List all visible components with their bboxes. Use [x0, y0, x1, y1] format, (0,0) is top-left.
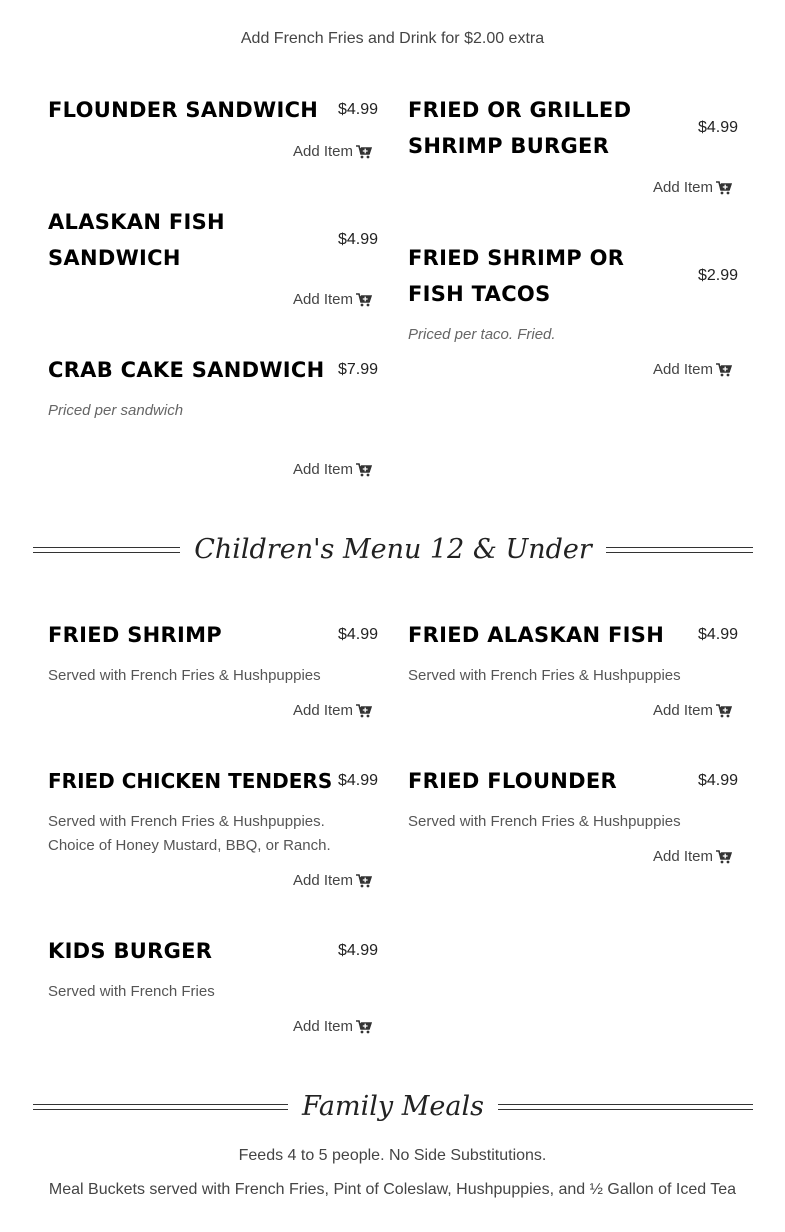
menu-item-shrimp-fish-tacos: [408, 240, 738, 390]
family-meals-note: Feeds 4 to 5 people. No Side Substitutions.: [238, 1147, 547, 1164]
add-item-button[interactable]: [293, 701, 372, 721]
add-item-button[interactable]: [293, 290, 372, 310]
add-item-button[interactable]: [293, 142, 372, 162]
item-name: FLOUNDER SANDWICH: [48, 98, 319, 122]
item-price: $4.99: [337, 626, 378, 643]
menu-item-crab-cake-sandwich: [48, 352, 378, 492]
menu-item-flounder-sandwich: [48, 92, 378, 182]
item-price: $4.99: [697, 119, 738, 136]
menu-item-kids-fried-shrimp: [48, 617, 378, 727]
item-description: Served with French Fries & Hushpuppies: [408, 667, 681, 684]
item-price: $4.99: [697, 626, 738, 643]
add-item-label: Add Item: [652, 179, 713, 196]
cart-plus-icon: [716, 181, 732, 195]
item-name: FRIED OR GRILLED SHRIMP BURGER: [408, 98, 632, 158]
add-item-label: Add Item: [292, 291, 353, 308]
section-title: Children's Menu 12 & Under: [33, 530, 753, 570]
add-item-label: Add Item: [292, 702, 353, 719]
add-item-button[interactable]: [653, 360, 732, 380]
item-price: $4.99: [337, 231, 378, 248]
family-meals-description: Meal Buckets served with French Fries, Pint of Coleslaw, Hushpuppies, and ½ Gallon of Iced Tea: [48, 1181, 737, 1198]
add-item-button[interactable]: [293, 871, 372, 891]
menu-item-kids-fried-alaskan-fish: [408, 617, 738, 727]
cart-plus-icon: [356, 704, 372, 718]
cart-plus-icon: [356, 145, 372, 159]
item-name: FRIED ALASKAN FISH: [408, 623, 665, 647]
item-name: ALASKAN FISH SANDWICH: [48, 210, 225, 270]
cart-plus-icon: [356, 1020, 372, 1034]
item-price: $4.99: [697, 772, 738, 789]
item-description: Served with French Fries & Hushpuppies. Choice of Honey Mustard, BBQ, or Ranch.: [48, 813, 331, 854]
section-title: Family Meals: [33, 1087, 753, 1127]
item-description: Served with French Fries: [48, 983, 215, 1000]
menu-item-shrimp-burger: [408, 92, 738, 202]
cart-plus-icon: [716, 363, 732, 377]
item-name: FRIED FLOUNDER: [408, 769, 618, 793]
cart-plus-icon: [356, 463, 372, 477]
section-header-children-menu: [33, 530, 753, 570]
item-name: KIDS BURGER: [48, 939, 213, 963]
add-item-button[interactable]: [653, 847, 732, 867]
item-price: $4.99: [337, 101, 378, 118]
add-item-label: Add Item: [292, 143, 353, 160]
section-header-family-meals: [33, 1087, 753, 1127]
cart-plus-icon: [356, 293, 372, 307]
cart-plus-icon: [356, 874, 372, 888]
item-price: $7.99: [337, 361, 378, 378]
add-item-label: Add Item: [652, 361, 713, 378]
menu-item-kids-fried-flounder: [408, 763, 738, 873]
cart-plus-icon: [716, 704, 732, 718]
item-name: FRIED SHRIMP: [48, 623, 222, 647]
add-item-label: Add Item: [292, 461, 353, 478]
add-item-button[interactable]: [653, 178, 732, 198]
menu-item-kids-chicken-tenders: [48, 763, 378, 903]
add-item-button[interactable]: [293, 1017, 372, 1037]
sandwich-addon-note: Add French Fries and Drink for $2.00 extra: [240, 30, 545, 47]
item-name: CRAB CAKE SANDWICH: [48, 358, 325, 382]
add-item-button[interactable]: [653, 701, 732, 721]
item-description: Priced per taco. Fried.: [408, 326, 556, 343]
item-description: Served with French Fries & Hushpuppies: [48, 667, 321, 684]
item-price: $4.99: [337, 772, 378, 789]
cart-plus-icon: [716, 850, 732, 864]
item-price: $2.99: [697, 267, 738, 284]
item-price: $4.99: [337, 942, 378, 959]
item-name: FRIED CHICKEN TENDERS: [48, 769, 333, 793]
add-item-label: Add Item: [652, 702, 713, 719]
add-item-button[interactable]: [293, 460, 372, 480]
add-item-label: Add Item: [292, 872, 353, 889]
item-name: FRIED SHRIMP OR FISH TACOS: [408, 246, 625, 306]
item-description: Priced per sandwich: [48, 402, 184, 419]
add-item-label: Add Item: [292, 1018, 353, 1035]
menu-item-alaskan-fish-sandwich: [48, 204, 378, 314]
menu-item-kids-burger: [48, 933, 378, 1043]
add-item-label: Add Item: [652, 848, 713, 865]
item-description: Served with French Fries & Hushpuppies: [408, 813, 681, 830]
